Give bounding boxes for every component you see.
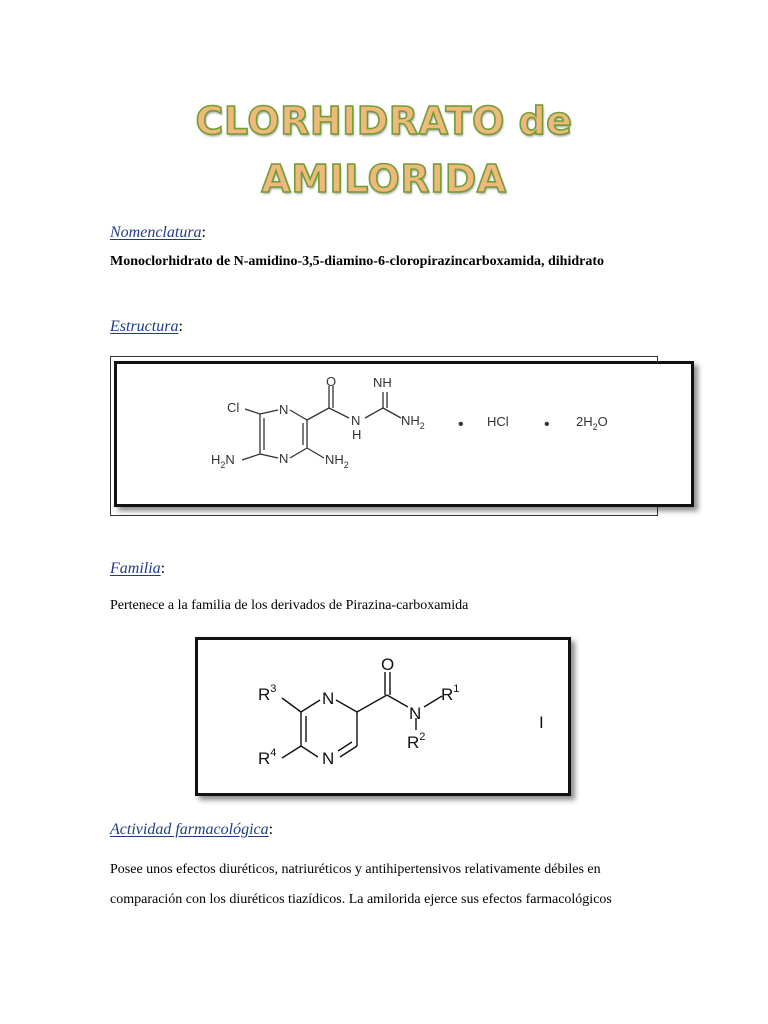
- family-structure-box: [195, 637, 571, 796]
- estructura-heading: [110, 318, 183, 336]
- estructura-nh2-right-label: [401, 413, 425, 431]
- actividad-heading: [110, 821, 273, 839]
- estructura-nh2-right-sub: 2: [419, 421, 425, 431]
- familia-text: Pertenece a la familia de los derivados de Pirazina-carboxamida: [110, 598, 469, 613]
- estructura-colon: :: [178, 318, 183, 335]
- estructura-dot-2: •: [544, 416, 550, 433]
- familia-roman-label: I: [539, 713, 544, 732]
- estructura-nh2-ring-label: [325, 452, 349, 470]
- familia-n-amide-label: N: [409, 704, 422, 723]
- estructura-hcl-label: HCl: [487, 414, 509, 429]
- nomenclatura-heading-text: Nomenclatura: [110, 224, 202, 241]
- estructura-heading-text: Estructura: [110, 318, 179, 335]
- familia-n-bottom-label: N: [322, 749, 335, 768]
- actividad-heading-text: Actividad farmacológica: [110, 821, 269, 838]
- structure-image-box: [114, 361, 694, 507]
- estructura-h2n-sub: 2: [220, 460, 226, 470]
- familia-r3-label: [258, 683, 276, 704]
- estructura-h2o-a: 2H: [576, 414, 593, 429]
- title-line-2: AMILORIDA: [261, 157, 507, 201]
- familia-r2-text: R: [407, 733, 420, 752]
- estructura-h2n-label: [211, 452, 235, 470]
- estructura-nh-label: NH: [373, 375, 392, 390]
- familia-heading: [110, 560, 165, 578]
- title-line-1: CLORHIDRATO de: [195, 99, 573, 143]
- estructura-nh2-ring-text: NH: [325, 452, 344, 467]
- estructura-n-top-label: N: [279, 402, 289, 417]
- familia-r4-sup: 4: [270, 747, 277, 759]
- estructura-h2o-label: [576, 414, 608, 432]
- nomenclatura-heading: [110, 224, 206, 242]
- pyrazine-carboxamide-diagram: [198, 640, 568, 793]
- estructura-n-bottom-label: N: [279, 451, 289, 466]
- familia-n-top-label: N: [322, 689, 335, 708]
- actividad-text: Posee unos efectos diuréticos, natriuréticos y antihipertensivos relativamente débiles en comparación con los diuréticos tiazídicos. La amilorida ejerce sus efectos farmacológicos: [110, 862, 612, 907]
- estructura-amide-n-label: N: [351, 413, 361, 428]
- familia-r1-sup: 1: [453, 683, 460, 695]
- estructura-h2o-b: O: [597, 414, 608, 429]
- document-title: [0, 92, 768, 208]
- estructura-h2n-n: N: [225, 452, 235, 467]
- familia-r1-label: [441, 683, 459, 704]
- familia-colon: :: [160, 560, 166, 577]
- familia-r1-text: R: [441, 685, 454, 704]
- estructura-h2n-h: H: [211, 452, 221, 467]
- estructura-h2o-sub: 2: [592, 422, 598, 432]
- estructura-nh2-ring-sub: 2: [343, 460, 349, 470]
- familia-r3-sup: 3: [270, 683, 277, 695]
- amiloride-structure-diagram: [117, 364, 691, 504]
- familia-r2-sup: 2: [419, 731, 426, 743]
- actividad-colon: :: [268, 821, 274, 838]
- estructura-cl-label: Cl: [227, 400, 240, 415]
- estructura-nh2-right-text: NH: [401, 413, 420, 428]
- nomenclatura-text: Monoclorhidrato de N-amidino-3,5-diamino-6-cloropirazincarboxamida, dihidrato: [110, 254, 605, 269]
- familia-r3-text: R: [258, 685, 271, 704]
- familia-r2-label: [407, 731, 425, 752]
- nomenclatura-colon: :: [201, 224, 206, 241]
- estructura-o-label: O: [326, 374, 337, 389]
- estructura-amide-h-label: H: [352, 427, 362, 442]
- familia-r4-label: [258, 747, 276, 768]
- familia-r4-text: R: [258, 749, 271, 768]
- estructura-dot-1: •: [458, 416, 464, 433]
- familia-o-label: O: [381, 655, 395, 674]
- familia-heading-text: Familia: [110, 560, 161, 577]
